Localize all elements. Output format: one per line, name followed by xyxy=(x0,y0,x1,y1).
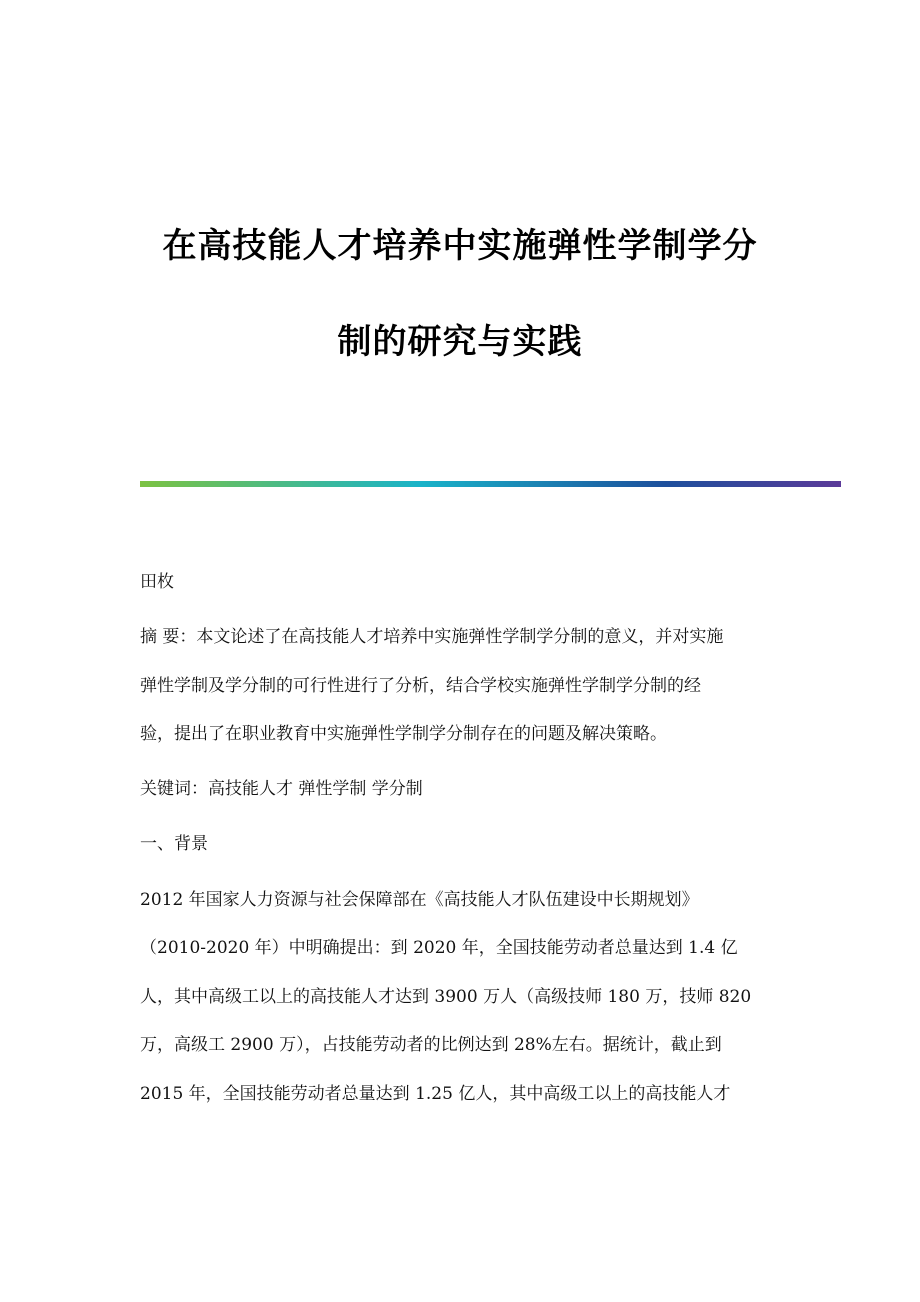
body-line: 万，高级工 2900 万），占技能劳动者的比例达到 28%左右。据统计，截止到 xyxy=(140,1035,722,1055)
section-heading: 一、背景 xyxy=(140,834,208,854)
body-line: （2010-2020 年）中明确提出：到 2020 年，全国技能劳动者总量达到 1.4 亿 xyxy=(140,938,738,958)
body-line: 2012 年国家人力资源与社会保障部在《高技能人才队伍建设中长期规划》 xyxy=(140,890,699,910)
abstract-line: 验，提出了在职业教育中实施弹性学制学分制存在的问题及解决策略。 xyxy=(140,724,667,744)
title-line-2: 制的研究与实践 xyxy=(337,322,583,362)
abstract-line: 弹性学制及学分制的可行性进行了分析，结合学校实施弹性学制学分制的经 xyxy=(140,676,701,696)
author-name: 田枚 xyxy=(140,572,174,592)
body-line: 2015 年，全国技能劳动者总量达到 1.25 亿人，其中高级工以上的高技能人才 xyxy=(140,1084,731,1104)
abstract-line: 摘 要：本文论述了在高技能人才培养中实施弹性学制学分制的意义，并对实施 xyxy=(140,627,724,647)
keywords-line: 关键词：高技能人才 弹性学制 学分制 xyxy=(140,779,423,799)
body-line: 人，其中高级工以上的高技能人才达到 3900 万人（高级技师 180 万，技师 820 xyxy=(140,987,752,1007)
gradient-divider xyxy=(140,481,841,487)
title-line-1: 在高技能人才培养中实施弹性学制学分 xyxy=(162,226,758,266)
